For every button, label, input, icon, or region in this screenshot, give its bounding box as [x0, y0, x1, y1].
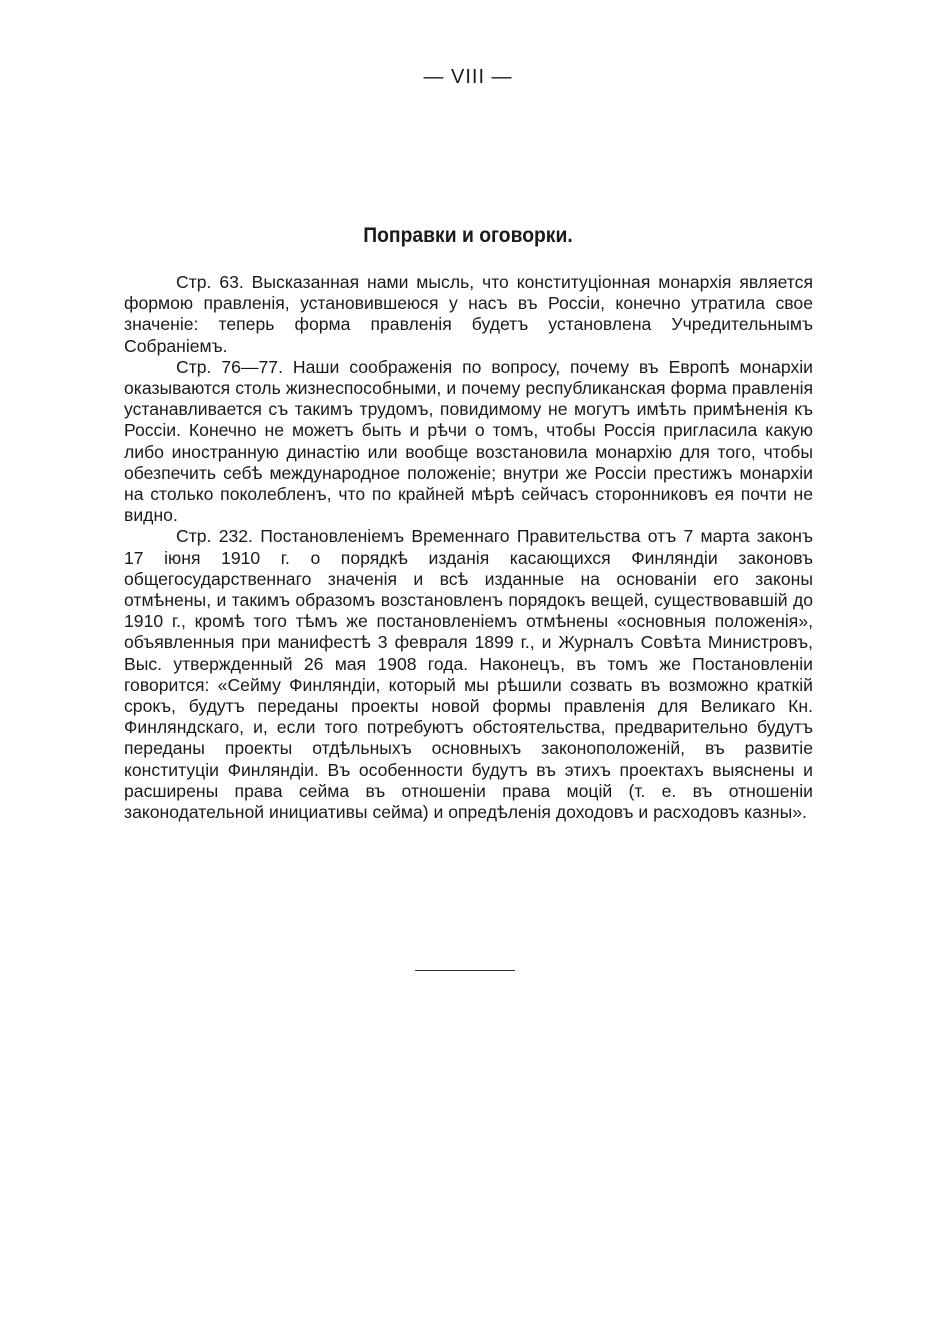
paragraph-correction-p76-77: Стр. 76—77. Наши соображенія по вопросу, почему въ Европѣ монархіи оказываются столь жизнеспособными, и почему республиканская форма правленія устанавливается съ такимъ трудомъ, повидимому не могутъ имѣть примѣненія къ Россіи. Конечно не можетъ быть и рѣчи о томъ, чтобы Россія пригласила какую либо иностранную династію или вообще возстановила монархію для того, чтобы обезпечить себѣ международное положеніе; внутри же Россіи престижъ монархіи на столько поколебленъ, что по крайней мѣрѣ сейчасъ сторонниковъ ея почти не видно.: [124, 356, 813, 526]
page-number: — VIII —: [423, 66, 513, 88]
paragraph-correction-p232: Стр. 232. Постановленіемъ Временнаго Правительства отъ 7 марта законъ 17 іюня 1910 г. о порядкѣ изданія касающихся Финляндіи законовъ общегосударственнаго значенія и всѣ изданные на основаніи его законы отмѣнены, и такимъ образомъ возстановленъ порядокъ вещей, существовавшій до 1910 г., кромѣ того тѣмъ же постановленіемъ отмѣнены «основныя положенія», объявленныя при манифестѣ 3 февраля 1899 г., и Журналъ Совѣта Министровъ, Выс. утвержденный 26 мая 1908 года. Наконецъ, въ томъ же Постановленіи говорится: «Сейму Финляндіи, который мы рѣшили созвать въ возможно краткій срокъ, будутъ переданы проекты новой формы правленія для Великаго Кн. Финляндскаго, и, если того потребуютъ обстоятельства, предварительно будутъ переданы проекты отдѣльныхъ основныхъ законоположеній, въ развитіе конституціи Финляндіи. Въ особенности будутъ въ этихъ проектахъ выяснены и расширены права сейма въ отношеніи права моцій (т. е. въ отношеніи законодательной инициативы сейма) и опредѣленія доходовъ и расходовъ казны».: [124, 526, 813, 823]
closing-rule: [415, 970, 515, 971]
body-text: [124, 272, 813, 823]
page-title: Поправки и оговорки.: [363, 224, 573, 247]
paragraph-correction-p63: Стр. 63. Высказанная нами мысль, что конституціонная монархія является формою правленія, установившеюся у насъ въ Россіи, конечно утратила свое значеніе: теперь форма правленія будетъ установлена Учредительнымъ Собраніемъ.: [124, 272, 813, 356]
